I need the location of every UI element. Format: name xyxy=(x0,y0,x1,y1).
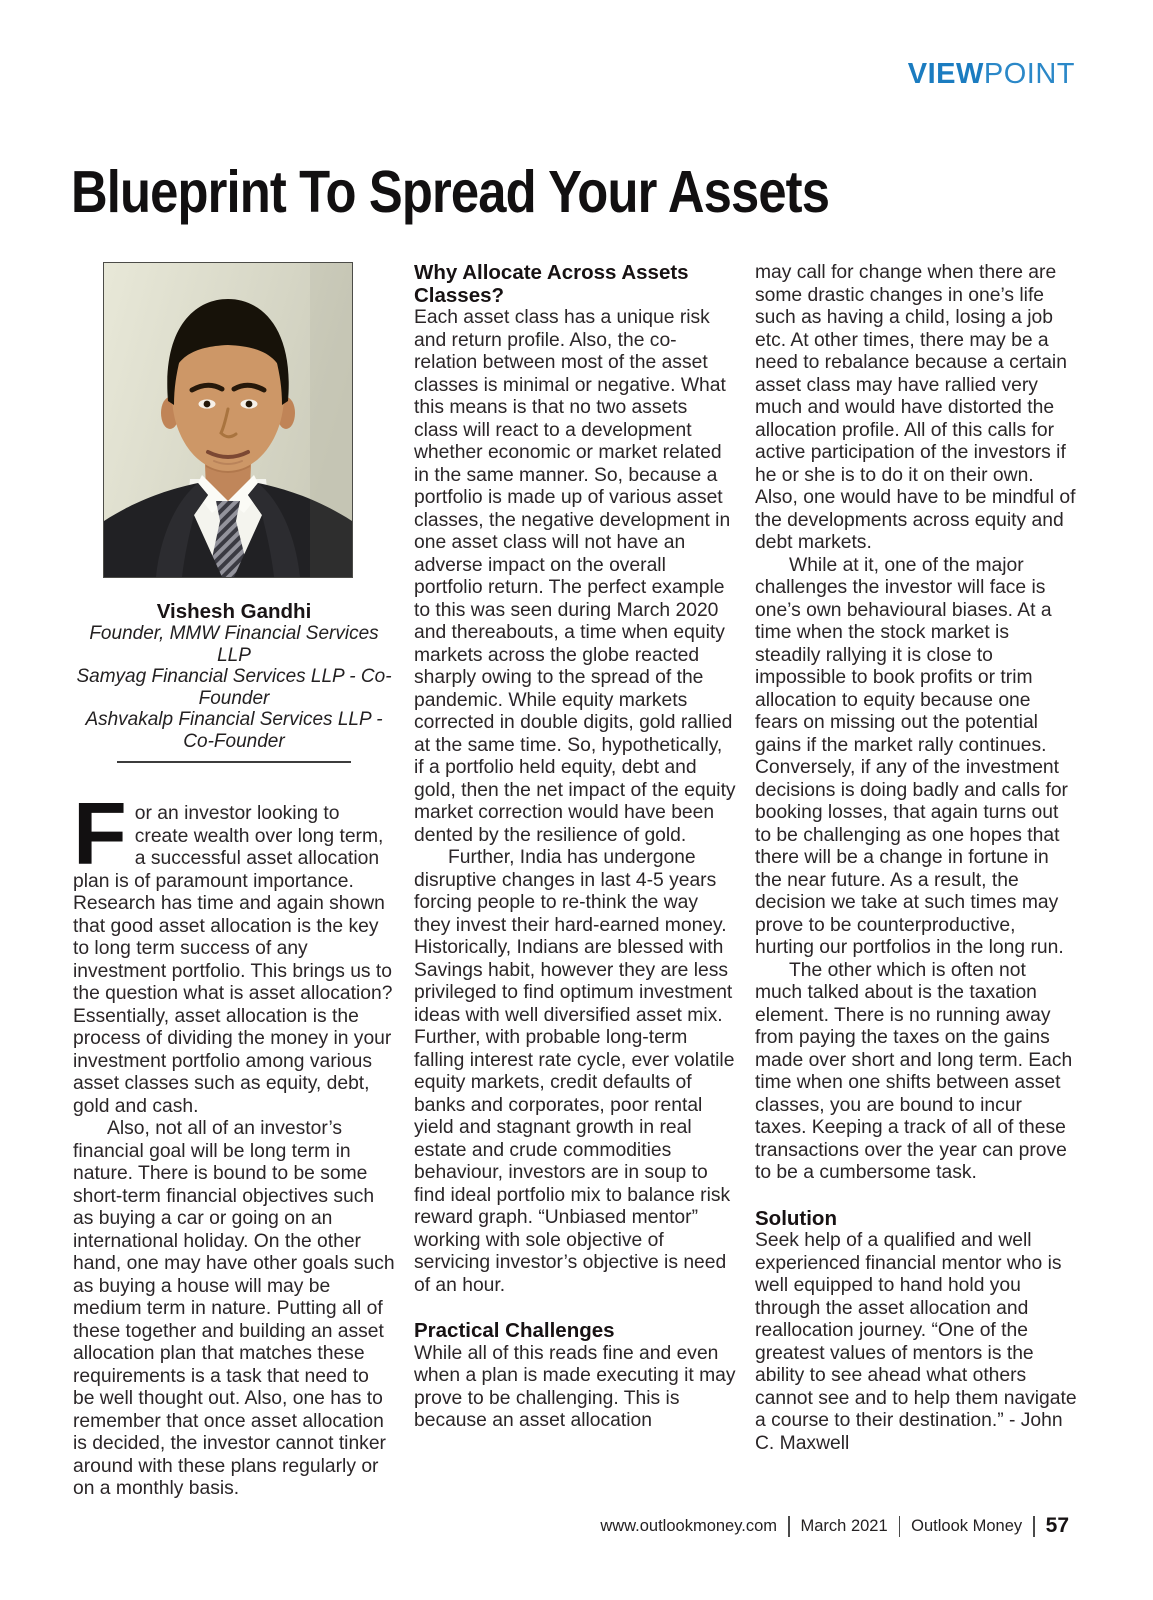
section-label-viewpoint xyxy=(908,58,1075,91)
paragraph: Further, India has undergone disruptive changes in last 4-5 years forcing people to re-think the way they invest their hard-earned money. Historically, Indians are blessed with Savings habit, however they are less privileged to find optimum investment ideas with well diversified asset mix. Further, with probable long-term falling interest rate cycle, ever volatile equity markets, credit defaults of banks and corporates, poor rental yield and stagnant growth in real estate and crude commodities behaviour, investors are in soup to find ideal portfolio mix to balance risk reward graph. “Unbiased mentor” working with sole objective of servicing investor’s objective is need of an hour. xyxy=(414,847,735,1296)
author-role-1: Founder, MMW Financial Services LLP xyxy=(89,623,379,666)
author-role-3: Ashvakalp Financial Services LLP - Co-Founder xyxy=(85,709,383,752)
footer-page-number: 57 xyxy=(1045,1514,1069,1537)
subheading-solution: Solution xyxy=(755,1206,837,1230)
paragraph: Each asset class has a unique risk and return profile. Also, the co-relation between most of the asset classes is minimal or negative. What this means is that no two assets class will react to a development whether economic or market related in the same manner. So, because a portfolio is made up of various asset classes, the negative development in one asset class will not have an adverse impact on the overall portfolio return. The perfect example to this was seen during March 2020 and thereabouts, a time when equity markets across the globe reacted sharply owing to the spread of the pandemic. While equity markets corrected in double digits, gold rallied at the same time. So, hypothetically, if a portfolio held equity, debt and gold, then the net impact of the equity market correction would have been dented by the resilience of gold. xyxy=(414,307,736,846)
paragraph: may call for change when there are some drastic changes in one’s life such as having a child, losing a job etc. At other times, there may be a need to rebalance because a certain asset class may have rallied very much and would have distorted the allocation profile. All of this calls for active participation of the investors if he or she is to do it on their own. Also, one would have to be mindful of the developments across equity and debt markets. xyxy=(755,262,1076,553)
author-photo xyxy=(103,262,353,578)
column-1 xyxy=(73,262,395,1501)
paragraph: While all of this reads fine and even when a plan is made executing it may prove to be challenging. This is because an asset allocation xyxy=(414,1342,736,1431)
article-title: Blueprint To Spread Your Assets xyxy=(71,159,830,225)
author-role-2: Samyag Financial Services LLP - Co-Founder xyxy=(76,666,392,709)
subheading-practical-challenges: Practical Challenges xyxy=(414,1319,615,1342)
column-2 xyxy=(414,262,736,1433)
column-3 xyxy=(755,262,1077,1455)
footer-divider xyxy=(1033,1516,1035,1537)
footer-divider xyxy=(788,1516,790,1537)
author-caption xyxy=(73,600,395,763)
footer-issue-date: March 2021 xyxy=(800,1516,888,1535)
paragraph: The other which is often not much talked about is the taxation element. There is no running away from paying the taxes on the gains made over short and long term. Each time when one shifts between asset classes, you are bound to incur taxes. Keeping a track of all of these transactions over the year can prove to be a cumbersome task. xyxy=(755,959,1073,1183)
viewpoint-view-text: VIEW xyxy=(907,58,984,90)
page-footer xyxy=(600,1514,1069,1538)
paragraph: Also, not all of an investor’s financial goal will be long term in nature. There is bound to be some short-term financial objectives such as buying a car or going on an international holiday. On the other hand, one may have other goals such as buying a house will may be medium term in nature. Putting all of these together and building an asset allocation plan that matches these requirements is a task that need to be well thought out. Also, one has to remember that once asset allocation is decided, the investor cannot tinker around with these plans regularly or on a monthly basis. xyxy=(73,1118,395,1499)
subheading-why-allocate: Why Allocate Across Assets Classes? xyxy=(414,261,689,307)
footer-divider xyxy=(899,1516,901,1537)
paragraph-text: or an investor looking to create wealth over long term, a successful asset allocation plan is of paramount importance. Research has time and again shown that good asset allocation is the key to long term success of any investment portfolio. This brings us to the question what is asset allocation? Essentially, asset allocation is the process of dividing the money in your investment portfolio among various asset classes such as equity, debt, gold and cash. xyxy=(73,803,393,1117)
paragraph: Seek help of a qualified and well experienced financial mentor who is well equipped to hand hold you through the asset allocation and reallocation journey. “One of the greatest values of mentors is the ability to see ahead what others cannot see and to help them navigate a course to their destination.” - John C. Maxwell xyxy=(755,1230,1077,1454)
footer-magazine-name: Outlook Money xyxy=(911,1516,1023,1535)
dropcap-letter: F xyxy=(73,784,127,883)
paragraph: While at it, one of the major challenges the investor will face is one’s own behavioural biases. At a time when the stock market is steadily rallying it is close to impossible to book profits or trim allocation to equity because one fears on missing out the potential gains if the market rally continues. Conversely, if any of the investment decisions is doing badly and calls for booking losses, that again turns out to be challenging as one hopes that there will be a change in fortune in the near future. As a result, the decision we take at such times may prove to be counterproductive, hurting our portfolios in the long run. xyxy=(755,554,1068,958)
paragraph-intro xyxy=(73,784,395,1118)
footer-website: www.outlookmoney.com xyxy=(600,1516,778,1535)
portrait-illustration xyxy=(104,263,352,577)
viewpoint-point-text: POINT xyxy=(983,58,1075,90)
author-name: Vishesh Gandhi xyxy=(156,600,312,623)
caption-divider xyxy=(117,761,351,763)
